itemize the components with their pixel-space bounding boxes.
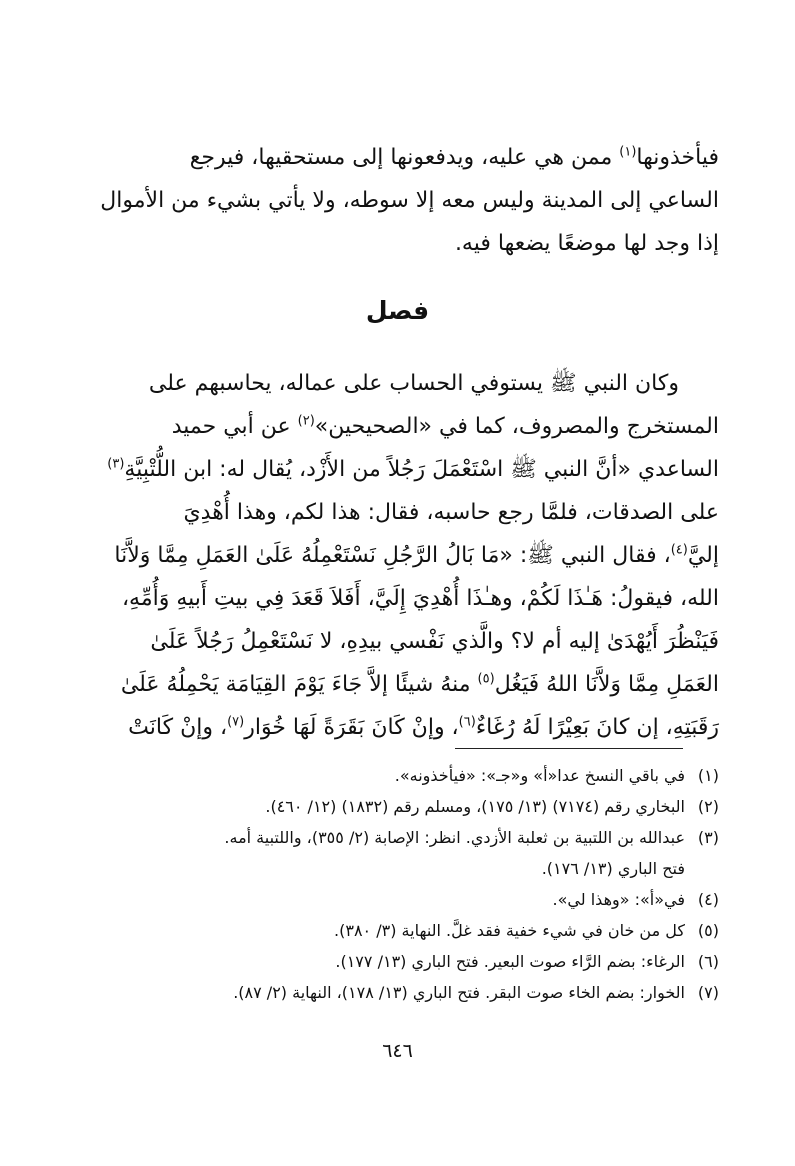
text-line: إليَّ$^{(٤)}$، فقال النبي ﷺ: «مَا بَالُ الرَّجُلِ نَسْتَعْمِلُهُ عَلَىٰ العَمَلِ مِمَّا وَلاَّنَا <box>114 542 719 568</box>
footnote-7: (٧) الخوار: بضم الخاء صوت البقر. فتح الباري (١٣/ ١٧٨)، النهاية (٢/ ٨٧). <box>233 983 719 1002</box>
footnote-marker: (٧) <box>227 714 245 730</box>
footnote-4: (٤) في«أ»: «وهذا لي». <box>552 890 719 909</box>
footnote-marker: (٢) <box>297 413 315 429</box>
text-line: فيأخذونها$^{(١)}$ ممن هي عليه، ويدفعونها إلى مستحقيها، فيرجع <box>189 144 719 170</box>
footnote-2: (٢) البخاري رقم (٧١٧٤) (١٣/ ١٧٥)، ومسلم رقم (١٨٣٢) (١٢/ ٤٦٠). <box>265 797 719 816</box>
footnote-marker: (٤) <box>670 542 688 558</box>
footnote-marker: (٦) <box>458 714 476 730</box>
text-line: إذا وجد لها موضعًا يضعها فيه. <box>454 231 719 256</box>
paragraph-2 <box>72 362 719 749</box>
text-line: الساعي إلى المدينة وليس معه إلا سوطه، ولا يأتي بشيء من الأموال <box>100 188 719 213</box>
footnote-6: (٦) الرغاء: بضم الرَّاء صوت البعير. فتح الباري (١٣/ ١٧٧). <box>335 952 719 971</box>
text-line: وكان النبي ﷺ يستوفي الحساب على عماله، يحاسبهم على <box>148 371 679 396</box>
footnote-marker: (٥) <box>477 671 495 687</box>
paragraph-1 <box>72 136 719 265</box>
footnote-5: (٥) كل من خان في شيء خفية فقد غلَّ. النهاية (٣/ ٣٨٠). <box>334 921 719 940</box>
text-line: الساعدي «أنَّ النبي ﷺ اسْتَعْمَلَ رَجُلاً من الأَزْد، يُقال له: ابن اللُّتْبِيَّةِ$^{(٣)}$ <box>107 456 719 482</box>
text-line: فَيَنْظُرَ أَيُهْدَىٰ إليه أم لا؟ والَّذي نَفْسي بيدِهِ، لا نَسْتَعْمِلُ رَجُلاً عَلَىٰ <box>150 629 719 654</box>
text-line: المستخرج والمصروف، كما في «الصحيحين»$^{(٢)}$ عن أبي حميد <box>171 413 719 439</box>
footnote-marker: (١) <box>619 144 637 160</box>
footnote-3: (٣) عبدالله بن اللتبية بن ثعلبة الأزدي. انظر: الإصابة (٢/ ٣٥٥)، واللتبية أمه. فتح الباري (١٣/ ١٧٦). <box>224 828 719 878</box>
footnote-separator <box>455 748 683 749</box>
footnote-marker: (٣) <box>107 456 125 472</box>
text-line: رَقَبَتِهِ، إن كانَ بَعِيْرًا لَهُ رُغَاءٌ$^{(٦)}$، وإنْ كَانَ بَقَرَةً لَهَا خُوَار$^{(٧)}$، وإنْ كَانَتْ <box>128 714 719 740</box>
section-heading: فصل <box>365 296 430 325</box>
page-number: ٦٤٦ <box>382 1040 413 1062</box>
text-line: على الصدقات، فلمَّا رجع حاسبه، فقال: هذا لكم، وهذا أُهْدِيَ <box>183 500 719 525</box>
footnotes <box>78 760 719 1008</box>
footnote-1: (١) في باقي النسخ عدا«أ» و«جـ»: «فيأخذونه». <box>394 766 719 785</box>
text-line: العَمَلِ مِمَّا وَلاَّنَا اللهُ فَيَغُل$^{(٥)}$ منهُ شيئًا إلاَّ جَاءَ يَوْمَ القِيَامَة يَحْمِلُهُ عَلَىٰ <box>120 671 719 697</box>
text-line: الله، فيقولُ: هَـٰذَا لَكُمْ، وهـٰذَا أُهْدِيَ إِلَيَّ، أَفَلاَ قَعَدَ فِي بيتِ أَبيهِ وَأُمِّهِ، <box>121 586 719 611</box>
